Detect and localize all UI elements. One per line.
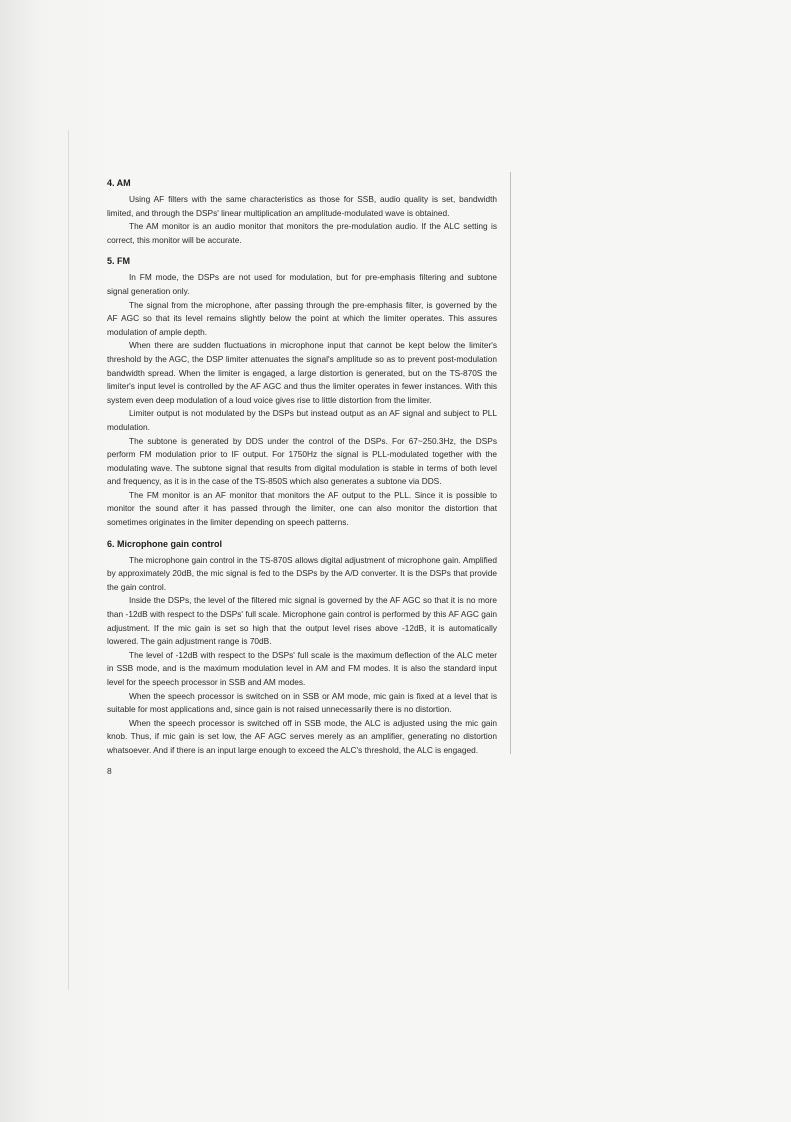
page-number: 8 <box>107 766 112 776</box>
paragraph: The subtone is generated by DDS under the control of the DSPs. For 67~250.3Hz, the DSPs perform FM modulation prior to IF output. For 1750Hz the signal is PLL-modulated together with the modulating wave. The subtone signal that results from digital modulation is stable in terms of both level and frequency, as it is in the case of the TS-850S which also generates a subtone via DDS. <box>107 435 497 487</box>
column-rule <box>510 172 511 754</box>
paragraph: The signal from the microphone, after passing through the pre-emphasis filter, is governed by the AF AGC so that its level remains slightly below the point at which the limiter operates. This assures modulation of ample depth. <box>107 299 497 337</box>
paragraph: The level of -12dB with respect to the DSPs' full scale is the maximum deflection of the ALC meter in SSB mode, and is the maximum modulation level in AM and FM modes. It is also the standard input level for the speech processor in SSB and AM modes. <box>107 649 497 687</box>
paragraph: In FM mode, the DSPs are not used for modulation, but for pre-emphasis filtering and subtone signal generation only. <box>107 272 497 296</box>
section-heading: 6. Microphone gain control <box>107 538 223 549</box>
paragraph: Inside the DSPs, the level of the filtered mic signal is governed by the AF AGC so that it is no more than -12dB with respect to the DSPs' full scale. Microphone gain control is performed by this AF AGC gain adjustment. If the mic gain is set so high that the output level rises above -12dB, it is automatically lowered. The gain adjustment range is 70dB. <box>107 595 497 647</box>
paragraph: Limiter output is not modulated by the DSPs but instead output as an AF signal and subject to PLL modulation. <box>107 408 497 432</box>
document-body <box>107 177 497 766</box>
section-heading: 5. FM <box>107 256 131 267</box>
section-am <box>107 177 497 247</box>
paragraph: When the speech processor is switched off in SSB mode, the ALC is adjusted using the mic gain knob. Thus, if mic gain is set low, the AF AGC serves merely as an amplifier, generating no distortion whatsoever. And if there is an input large enough to exceed the ALC's threshold, the ALC is engaged. <box>107 717 497 755</box>
paragraph: When there are sudden fluctuations in microphone input that cannot be kept below the limiter's threshold by the AGC, the DSP limiter attenuates the signal's amplitude so as to prevent post-modulation bandwidth spread. When the limiter is engaged, a large distortion is generated, but on the TS-870S the limiter's input level is controlled by the AF AGC and thus the limiter operates in fewer instances. With this system even deep modulation of a loud voice gives rise to little distortion from the limiter. <box>107 340 497 405</box>
section-microphone-gain-control <box>107 538 497 758</box>
section-fm <box>107 255 497 529</box>
paragraph: The AM monitor is an audio monitor that monitors the pre-modulation audio. If the ALC setting is correct, this monitor will be accurate. <box>107 221 497 245</box>
paragraph: The microphone gain control in the TS-870S allows digital adjustment of microphone gain. Amplified by approximately 20dB, the mic signal is fed to the DSPs by the A/D converter. It is the DSPs that provide the gain control. <box>107 554 497 592</box>
paragraph: The FM monitor is an AF monitor that monitors the AF output to the PLL. Since it is possible to monitor the sound after it has passed through the limiter, one can also monitor the distortion that sometimes originates in the limiter depending on speech patterns. <box>107 489 497 528</box>
binding-gutter-line <box>68 130 69 990</box>
paragraph: Using AF filters with the same characteristics as those for SSB, audio quality is set, bandwidth limited, and through the DSPs' linear multiplication an amplitude-modulated wave is obtained. <box>107 194 497 218</box>
section-heading: 4. AM <box>107 178 131 188</box>
paragraph: When the speech processor is switched on in SSB or AM mode, mic gain is fixed at a level that is suitable for most applications and, since gain is not raised unnecessarily there is no distortion. <box>107 690 497 715</box>
